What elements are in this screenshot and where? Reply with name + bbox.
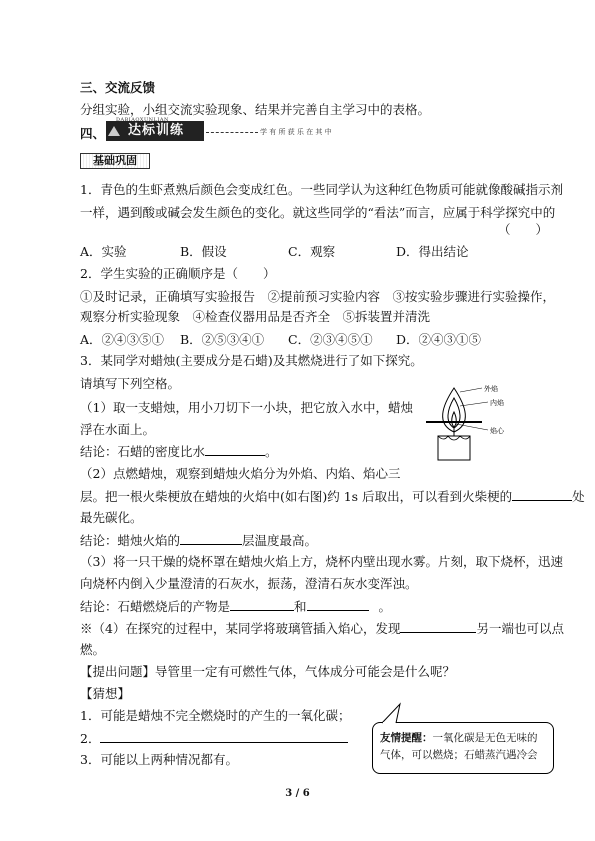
banner-dash-line xyxy=(206,132,258,133)
section3-text: 分组实验，小组交流实验现象、结果并完善自主学习中的表格。 xyxy=(80,102,431,117)
q3-guess3: 3．可能以上两种情况都有。 xyxy=(80,752,238,767)
candle-flame-figure xyxy=(424,384,530,462)
q3-part3-line1: （3）将一只干燥的烧杯罩在蜡烛火焰上方，烧杯内壁出现水雾。片刻，取下烧杯，迅速 xyxy=(80,554,563,569)
c3-prefix: 结论：石蜡燃烧后的产物是 xyxy=(80,599,231,614)
q1-option-a: A．实验 xyxy=(80,244,127,259)
section3-heading: 三、交流反馈 xyxy=(80,80,156,95)
label-outer-flame: 外焰 xyxy=(484,385,498,393)
banner-tail-text: 学 有 所 获 乐 在 其 中 xyxy=(260,128,332,136)
q3-part4-line1 xyxy=(80,620,564,637)
q3-raise-question: 【提出问题】导管里一定有可燃性气体，气体成分可能会是什么呢？ xyxy=(80,664,456,679)
q1-bracket: （ ） xyxy=(498,222,549,237)
p2-line2-a: 层。把一根火柴梗放在蜡烛的火焰中(如右图)约 1s 后取出，可以看到火柴梗的 xyxy=(80,489,513,504)
q2-option-c: C．②③④⑤① xyxy=(288,332,373,347)
banner-small-text: DABIAOXUNLIAN xyxy=(116,117,169,123)
p4-a: ※（4）在探究的过程中，某同学将玻璃管插入焰心，发现 xyxy=(80,621,401,636)
q3-conclusion1 xyxy=(80,443,278,460)
page-number: 3 / 6 xyxy=(285,788,310,799)
p4-blank[interactable] xyxy=(400,620,476,633)
q3-instruction: 请填写下列空格。 xyxy=(80,376,181,391)
section4-prefix: 四、 xyxy=(80,126,106,141)
c1-suffix: 。 xyxy=(265,444,278,459)
c3-suffix: 。 xyxy=(378,599,392,614)
q1-line1: 1．青色的生虾煮熟后颜色会变成红色。一些同学认为这种红色物质可能就像酸碱指示剂 xyxy=(80,182,563,197)
c3-blank1[interactable] xyxy=(230,598,294,611)
c1-blank[interactable] xyxy=(205,443,265,456)
q2-line1: ①及时记录，正确填写实验报告 ②提前预习实验内容 ③按实验步骤进行实验操作， xyxy=(80,289,556,304)
q3-part2-line1: （2）点燃蜡烛，观察到蜡烛火焰分为外焰、内焰、焰心三 xyxy=(80,466,401,481)
label-inner-flame: 内焰 xyxy=(490,399,504,407)
c2-suffix: 层温度最高。 xyxy=(242,533,318,548)
q1-option-b: B．假设 xyxy=(180,244,227,259)
q3-guess-heading: 【猜想】 xyxy=(80,686,131,701)
q3-conclusion2 xyxy=(80,532,317,549)
banner-title: 达标训练 xyxy=(128,123,185,138)
q2-option-a: A．②④③⑤① xyxy=(80,332,165,347)
q3-part2-line2 xyxy=(80,488,585,505)
q3-part4-line2: 燃。 xyxy=(80,642,106,657)
q3-part2-line3: 最先碳化。 xyxy=(80,510,143,525)
p4-b: 另一端也可以点 xyxy=(476,621,564,636)
q3-guess1: 1．可能是蜡烛不完全燃烧时的产生的一氧化碳； xyxy=(80,708,351,723)
q2-option-b: B．②⑤③④① xyxy=(180,332,265,347)
guess2-label: 2． xyxy=(80,731,101,746)
banner-triangle-icon xyxy=(108,126,120,136)
c3-mid: 和 xyxy=(294,599,307,614)
q3-conclusion3 xyxy=(80,598,391,615)
tip-title: 友情提醒： xyxy=(380,732,433,744)
q1-option-d: D．得出结论 xyxy=(396,244,469,259)
section4-banner xyxy=(106,121,204,141)
subheading-basic: 基础巩固 xyxy=(80,153,150,169)
q3-part1-line2: 浮在水面上。 xyxy=(80,422,156,437)
tip-line1 xyxy=(380,730,538,745)
q3-part1-line1: （1）取一支蜡烛，用小刀切下一小块，把它放入水中，蜡烛 xyxy=(80,400,413,415)
q3-stem: 3．某同学对蜡烛(主要成分是石蜡)及其燃烧进行了如下探究。 xyxy=(80,353,423,368)
label-flame-core: 焰心 xyxy=(490,427,504,435)
c2-prefix: 结论：蜡烛火焰的 xyxy=(80,533,181,548)
q2-option-d: D．②④③①⑤ xyxy=(396,332,482,347)
q3-part3-line2: 向烧杯内倒入少量澄清的石灰水，振荡，澄清石灰水变浑浊。 xyxy=(80,576,418,591)
tip-line1-text: 一氧化碳是无色无味的 xyxy=(432,732,538,744)
q3-guess2 xyxy=(80,730,348,747)
p2-line2-b: 处 xyxy=(572,489,585,504)
tip-pointer-icon xyxy=(378,702,418,724)
c1-prefix: 结论：石蜡的密度比水 xyxy=(80,444,206,459)
flame-core-shape xyxy=(452,412,457,427)
guess2-blank[interactable] xyxy=(100,730,348,743)
q2-line2: 观察分析实验现象 ④检查仪器用品是否齐全 ⑤拆装置并清洗 xyxy=(80,309,431,324)
c2-blank[interactable] xyxy=(180,532,242,545)
p2-blank[interactable] xyxy=(512,488,572,501)
tip-line2: 气体，可以燃烧；石蜡蒸汽遇冷会 xyxy=(380,749,538,761)
q1-line2: 一样，遇到酸或碱会发生颜色的变化。就这些同学的“看法”而言，应属于科学探究中的 xyxy=(80,205,556,220)
c3-blank2[interactable] xyxy=(307,598,369,611)
q1-option-c: C．观察 xyxy=(288,244,336,259)
q2-stem: 2．学生实验的正确顺序是（ ） xyxy=(80,266,276,281)
